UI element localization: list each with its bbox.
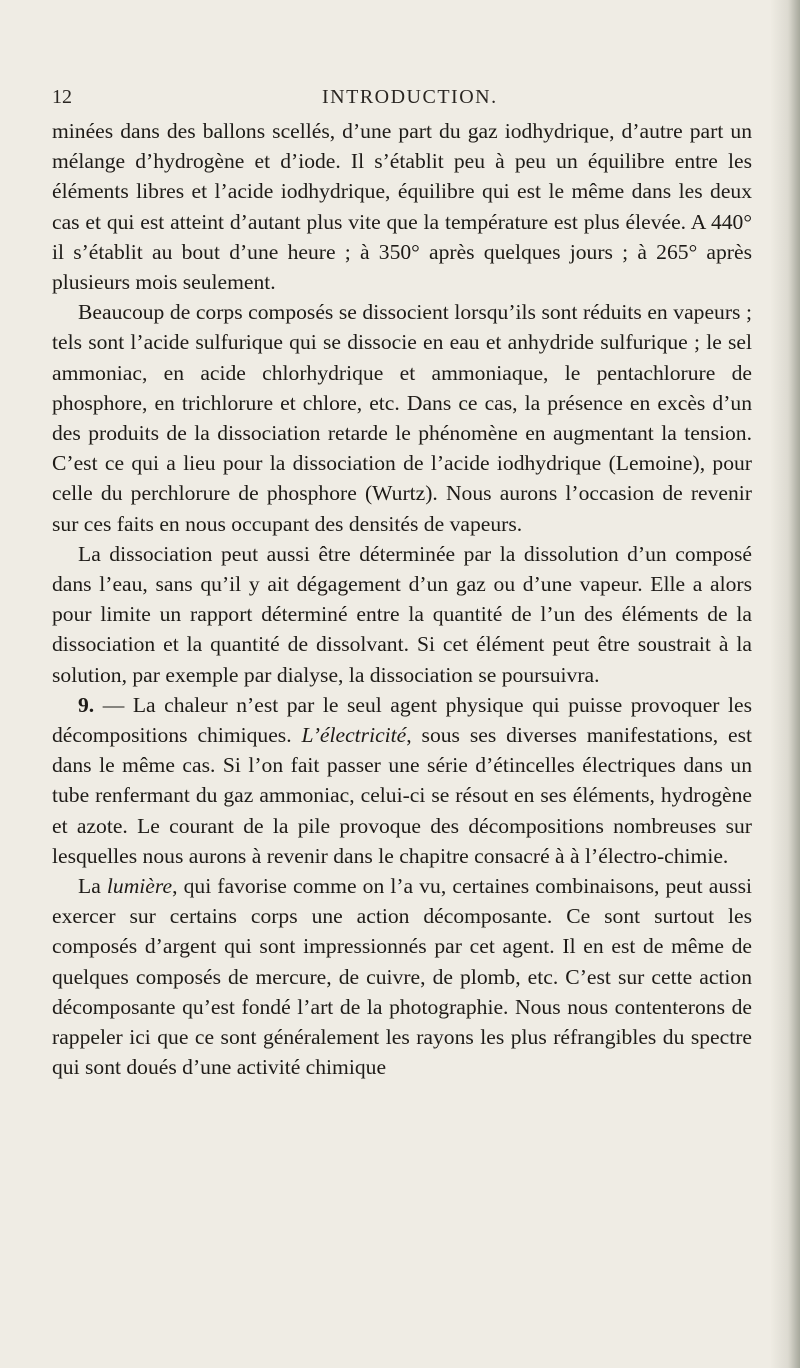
- paragraph-text: La dissociation peut aussi être déterminée par la dissolution d’un composé dans l’eau, sans qu’il y ait dégagement d’un gaz ou d’une vapeur. Elle a alors pour limite un rapport déterminé entre la quantité de l’un des éléments de la dissociation et la quantité de dissolvant. Si cet élément peut être soustrait à la solution, par exemple par dialyse, la dissociation se poursuivra.: [52, 541, 752, 687]
- running-head: [52, 86, 742, 110]
- paragraph-solution-dissociation: [52, 539, 752, 690]
- paragraph-text: Beaucoup de corps composés se dissocient lorsqu’ils sont réduits en vapeurs ; tels sont l’acide sulfurique qui se dissocie en eau et anhydride sulfurique ; le sel ammoniac, en acide chlorhydrique et ammoniaque, le pentachlorure de phosphore, en trichlorure et chlore, etc. Dans ce cas, la présence en excès d’un des produits de la dissociation retarde le phénomène en augmentant la tension. C’est ce qui a lieu pour la dissociation de l’acide iodhydrique (Lemoine), pour celle du perchlorure de phosphore (Wurtz). Nous aurons l’occasion de revenir sur ces faits en nous occupant des densités de vapeurs.: [52, 300, 752, 536]
- paragraph-light: [52, 871, 752, 1082]
- paragraph-text: La: [78, 874, 107, 899]
- page-edge-shadow: [770, 0, 800, 1368]
- paragraph-vapor-dissociation: [52, 297, 752, 539]
- paragraph-text: , sous ses diverses manifestations, est dans le même cas. Si l’on fait passer une série d’étincelles électriques dans un tube renfermant du gaz ammoniac, celui-ci se résout en ses éléments, hydrogène et azote. Le courant de la pile provoque des décompositions nombreuses sur lesquelles nous aurons à revenir dans le chapitre consacré à à l’électro-chimie.: [52, 723, 753, 868]
- section-number: 9.: [78, 692, 95, 717]
- section-title: INTRODUCTION.: [322, 86, 498, 108]
- paragraph-text: , qui favorise comme on l’a vu, certaines combinaisons, peut aussi exercer sur certains corps une action décomposante. Ce sont surtout les composés d’argent qui sont impressionnés par cet agent. Il en est de même de quelques composés de mercure, de cuivre, de plomb, etc. C’est sur cette action décomposante qu’est fondé l’art de la photographie. Nous nous contenterons de rappeler ici que ce sont généralement les rayons les plus réfrangibles du spectre qui sont doués d’une activité chimique: [52, 874, 752, 1080]
- emphasis-lumiere: lumière: [106, 874, 173, 899]
- paragraph-continued: [52, 116, 752, 297]
- emphasis-electricite: L’électricité: [301, 723, 407, 748]
- paragraph-text: minées dans des ballons scellés, d’une part du gaz iodhydrique, d’autre part un mélange d’hydrogène et d’iode. Il s’établit peu à peu un équilibre entre les éléments libres et l’acide iodhydrique, équilibre qui est le même dans les deux cas et qui est atteint d’autant plus vite que la température est plus élevée. A 440° il s’établit au bout d’une heure ; à 350° après quelques jours ; à 265° après plusieurs mois seulement.: [52, 119, 752, 295]
- page-body: [52, 116, 752, 1083]
- paragraph-section-9: [52, 690, 752, 871]
- page-number: 12: [52, 86, 72, 108]
- paragraph-text: — La chaleur n’est par le seul agent physique qui puisse provoquer les décompositions chimiques.: [52, 692, 752, 748]
